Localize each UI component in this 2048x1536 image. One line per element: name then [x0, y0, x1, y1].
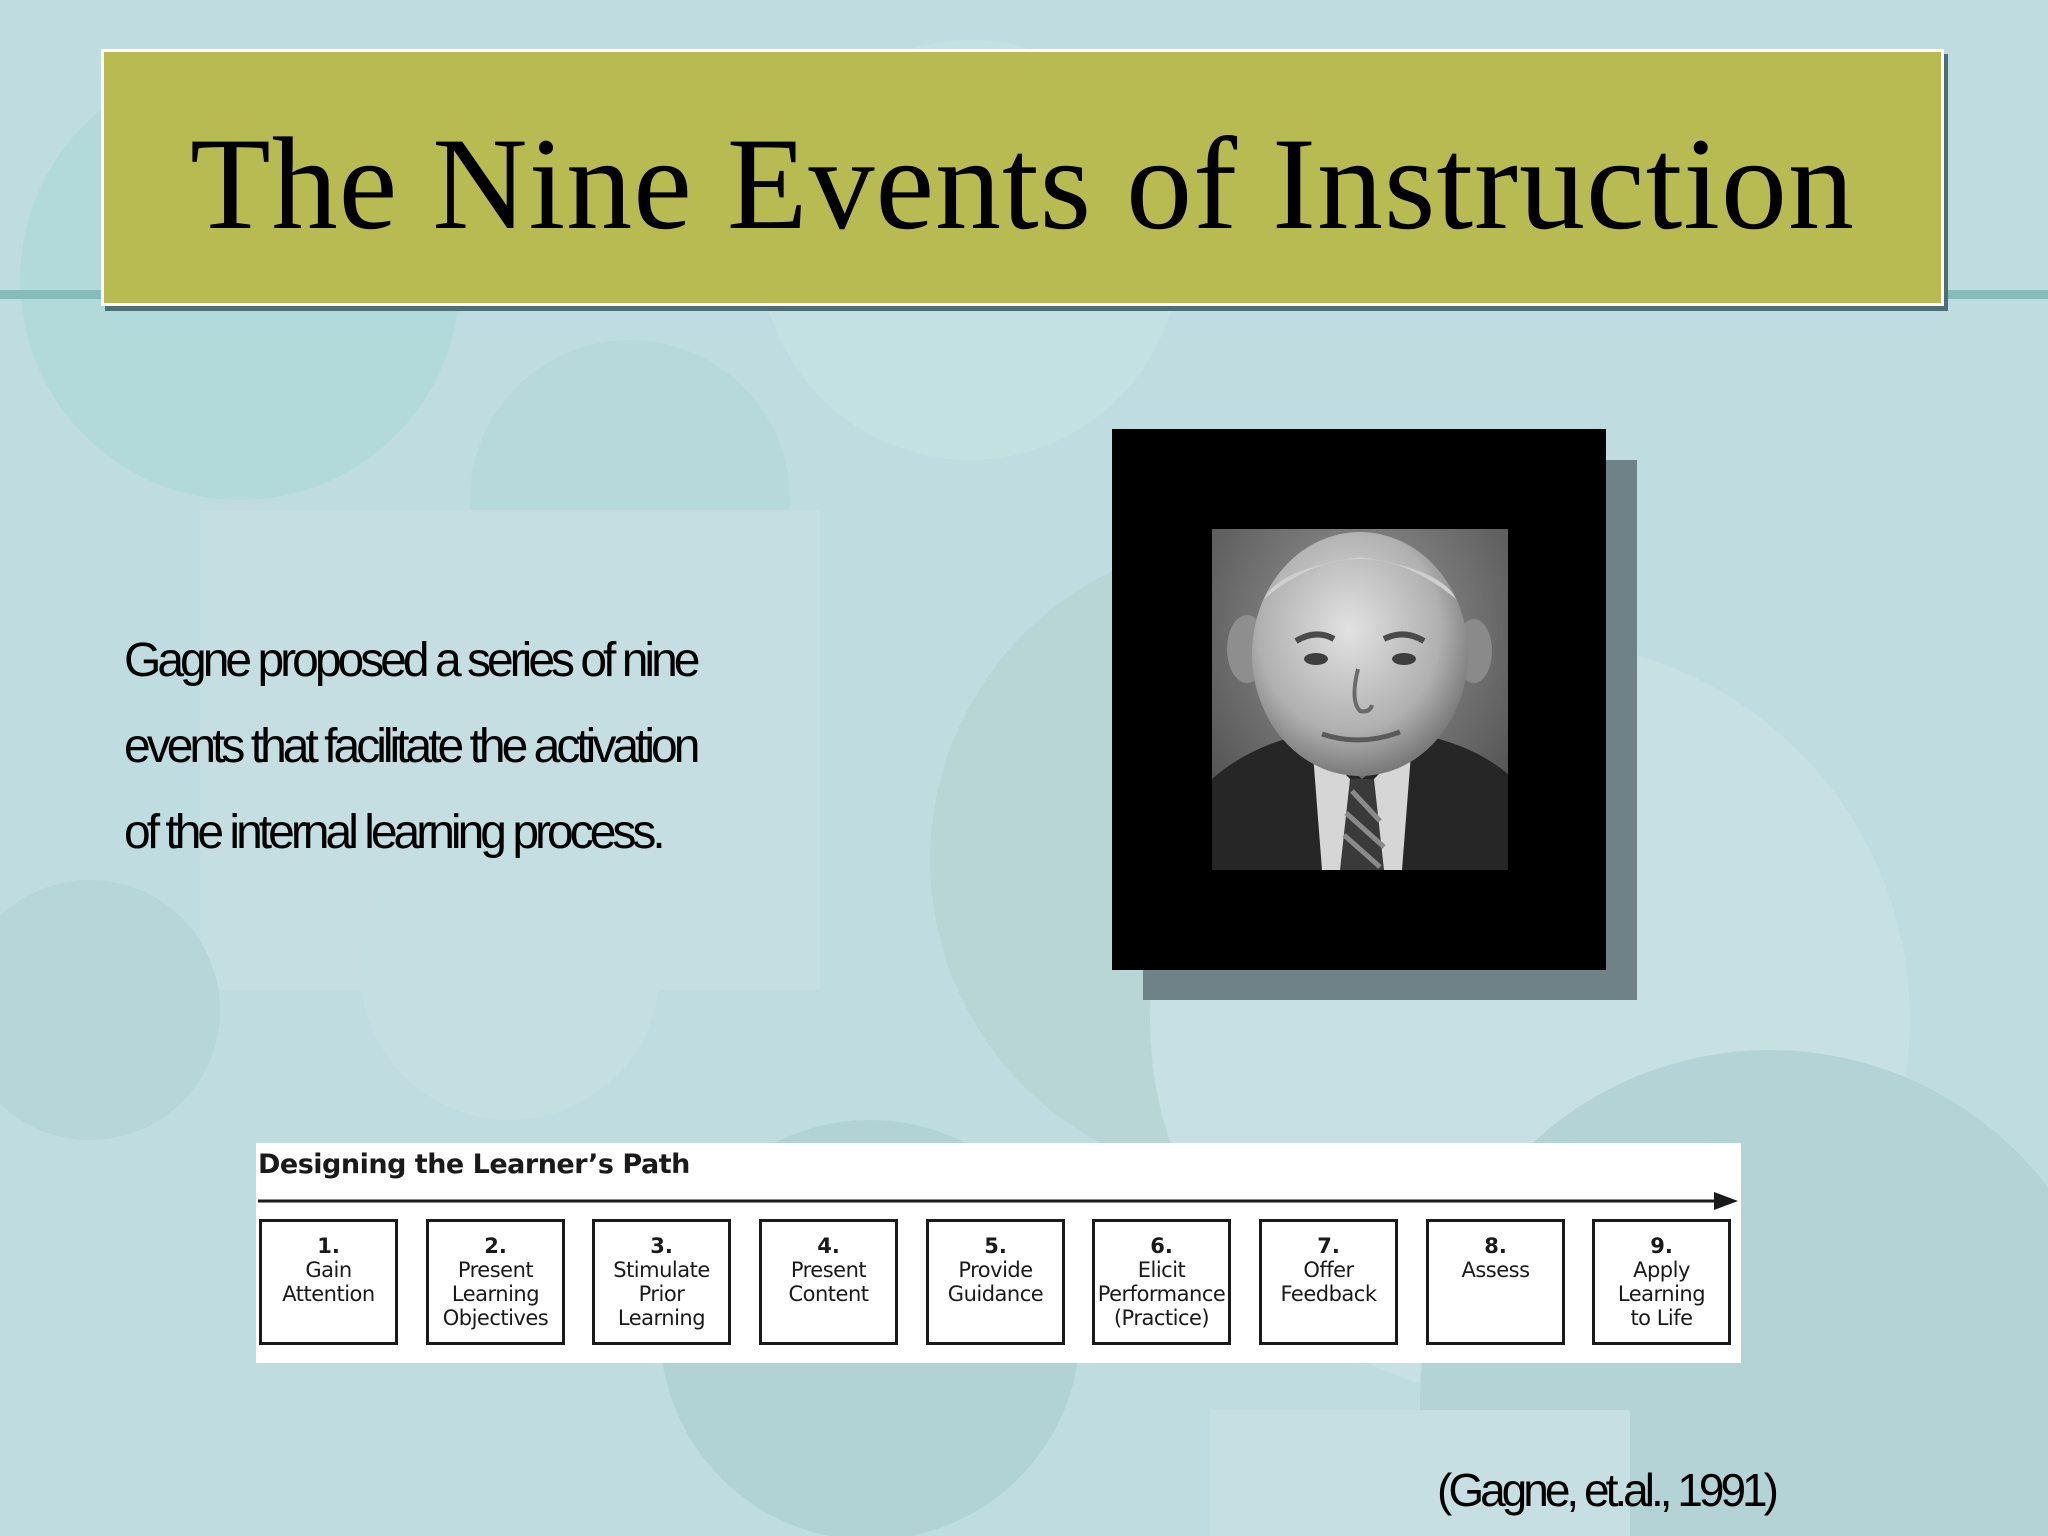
step-label: Stimulate Prior Learning: [613, 1258, 710, 1330]
portrait-photo: [1212, 529, 1508, 870]
body-line: of the internal learning process.: [124, 806, 662, 859]
portrait-illustration: [1212, 529, 1508, 870]
step-number: 4.: [817, 1234, 840, 1258]
step-label: Provide Guidance: [947, 1258, 1044, 1306]
step-number: 5.: [984, 1234, 1007, 1258]
path-arrow-icon: [258, 1191, 1738, 1211]
body-text: [124, 618, 964, 876]
diagram-heading: Designing the Learner’s Path: [258, 1149, 690, 1180]
step-box: [259, 1219, 398, 1345]
step-box: [759, 1219, 898, 1345]
step-label: Apply Learning to Life: [1617, 1258, 1706, 1330]
step-box: [426, 1219, 565, 1345]
step-label: Offer Feedback: [1280, 1258, 1377, 1306]
step-label: Present Content: [788, 1258, 869, 1306]
step-box: [1426, 1219, 1565, 1345]
citation: (Gagne, et.al., 1991): [1437, 1464, 1775, 1516]
step-label: Elicit Performance (Practice): [1097, 1258, 1226, 1330]
photo-frame: [1112, 429, 1606, 970]
title-bar: [101, 49, 1944, 306]
body-line: events that facilitate the activation: [124, 720, 697, 773]
step-number: 6.: [1150, 1234, 1173, 1258]
step-number: 8.: [1484, 1234, 1507, 1258]
step-box: [1592, 1219, 1731, 1345]
step-box: [926, 1219, 1065, 1345]
step-box: [1092, 1219, 1231, 1345]
step-label: Gain Attention: [282, 1258, 375, 1306]
body-line: Gagne proposed a series of nine: [124, 634, 697, 687]
step-label: Present Learning Objectives: [442, 1258, 549, 1330]
slide-title: The Nine Events of Instruction: [190, 110, 1855, 257]
step-label: Assess: [1461, 1258, 1530, 1282]
step-number: 1.: [317, 1234, 340, 1258]
step-box: [592, 1219, 731, 1345]
bg-circle: [0, 880, 220, 1140]
step-box: [1259, 1219, 1398, 1345]
step-number: 3.: [650, 1234, 673, 1258]
step-number: 9.: [1650, 1234, 1673, 1258]
step-number: 2.: [484, 1234, 507, 1258]
learners-path-diagram: [256, 1143, 1741, 1363]
step-number: 7.: [1317, 1234, 1340, 1258]
